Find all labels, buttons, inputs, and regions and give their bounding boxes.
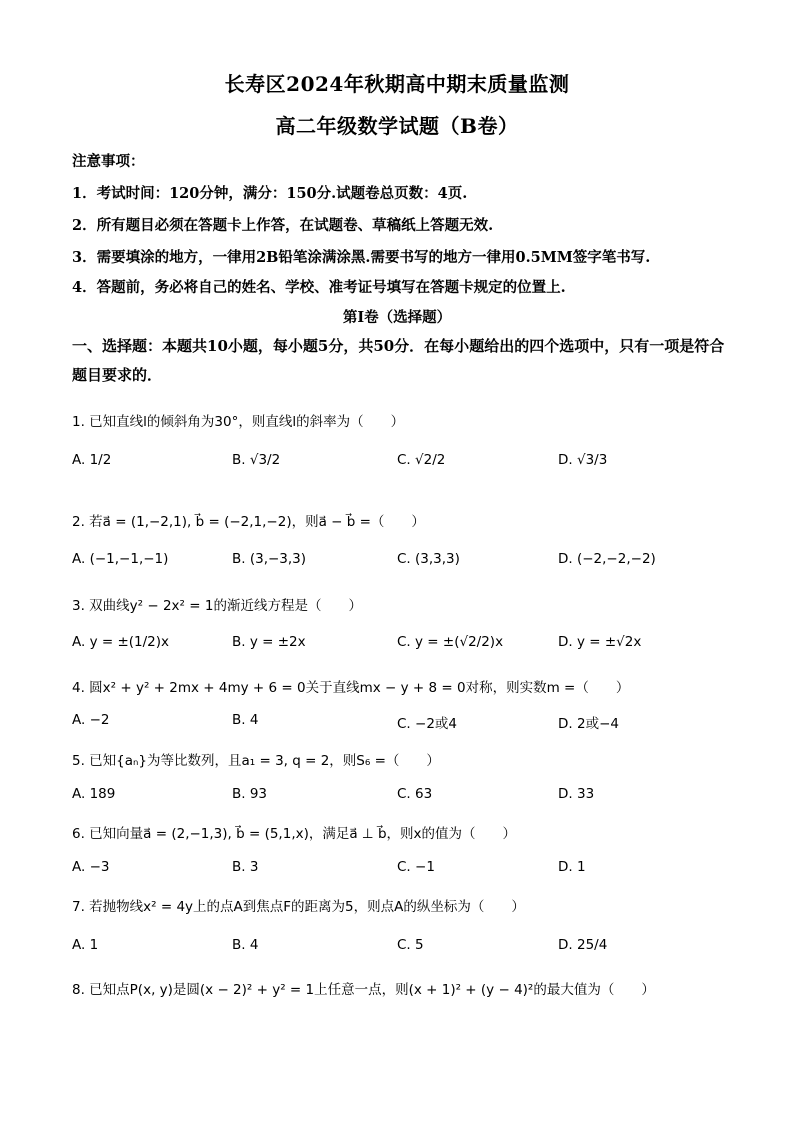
exam-subtitle: 高二年级数学试题（B卷） bbox=[275, 114, 519, 138]
question-3-stem: 3. 双曲线y² − 2x² = 1的渐近线方程是（ ） bbox=[72, 598, 362, 614]
question-7-option-c: C. 5 bbox=[397, 937, 424, 953]
question-2-option-a: A. (−1,−1,−1) bbox=[72, 551, 169, 567]
question-4-stem: 4. 圆x² + y² + 2mx + 4my + 6 = 0关于直线mx − y + 8 = 0对称，则实数m =（ ） bbox=[72, 680, 630, 696]
question-3-option-d: D. y = ±√2x bbox=[558, 634, 642, 650]
question-2-option-c: C. (3,3,3) bbox=[397, 551, 460, 567]
question-1-option-b: B. √3/2 bbox=[232, 452, 281, 468]
question-6-option-d: D. 1 bbox=[558, 859, 586, 875]
question-6-option-c: C. −1 bbox=[397, 859, 435, 875]
question-1-option-c: C. √2/2 bbox=[397, 452, 446, 468]
section-title: 第Ⅰ卷（选择题） bbox=[342, 309, 452, 326]
question-7-stem: 7. 若抛物线x² = 4y上的点A到焦点F的距离为5，则点A的纵坐标为（ ） bbox=[72, 899, 525, 915]
part-intro: 一、选择题：本题共10小题，每小题5分，共50分．在每小题给出的四个选项中，只有一项是符合题目要求的． bbox=[72, 337, 725, 384]
question-7-option-b: B. 4 bbox=[232, 937, 259, 953]
exam-title: 长寿区2024年秋期高中期末质量监测 bbox=[224, 72, 570, 96]
question-2-option-d: D. (−2,−2,−2) bbox=[558, 551, 656, 567]
notice-item-2: 2．所有题目必须在答题卡上作答，在试题卷、草稿纸上答题无效. bbox=[72, 217, 494, 234]
question-1-stem: 1. 已知直线l的倾斜角为30°，则直线l的斜率为（ ） bbox=[72, 414, 405, 430]
notice-item-1: 1．考试时间：120分钟，满分：150分.试题卷总页数：4页. bbox=[72, 185, 468, 202]
notice-heading: 注意事项： bbox=[72, 153, 145, 170]
question-2-stem: 2. 若a⃗ = (1,−2,1), b⃗ = (−2,1,−2)，则a⃗ − b⃗ =（ ） bbox=[72, 514, 425, 530]
question-3-option-a: A. y = ±(1/2)x bbox=[72, 634, 170, 650]
question-4-option-d: D. 2或−4 bbox=[558, 716, 619, 732]
notice-item-3: 3．需要填涂的地方，一律用2B铅笔涂满涂黑.需要书写的地方一律用0.5MM签字笔书写. bbox=[72, 249, 651, 266]
question-4-option-a: A. −2 bbox=[72, 712, 110, 728]
question-2-option-b: B. (3,−3,3) bbox=[232, 551, 307, 567]
question-5-option-b: B. 93 bbox=[232, 786, 268, 802]
question-3-option-b: B. y = ±2x bbox=[232, 634, 306, 650]
question-5-stem: 5. 已知{aₙ}为等比数列，且a₁ = 3, q = 2，则S₆ =（ ） bbox=[72, 753, 440, 769]
question-7-option-d: D. 25/4 bbox=[558, 937, 608, 953]
notice-item-4: 4．答题前，务必将自己的姓名、学校、准考证号填写在答题卡规定的位置上. bbox=[72, 279, 566, 296]
question-7-option-a: A. 1 bbox=[72, 937, 99, 953]
question-8-stem: 8. 已知点P(x, y)是圆(x − 2)² + y² = 1上任意一点，则(x + 1)² + (y − 4)²的最大值为（ ） bbox=[72, 982, 655, 998]
question-6-option-b: B. 3 bbox=[232, 859, 259, 875]
question-5-option-a: A. 189 bbox=[72, 786, 116, 802]
question-1-option-a: A. 1/2 bbox=[72, 452, 112, 468]
question-3-option-c: C. y = ±(√2/2)x bbox=[397, 634, 504, 650]
question-4-option-b: B. 4 bbox=[232, 712, 259, 728]
question-6-stem: 6. 已知向量a⃗ = (2,−1,3), b⃗ = (5,1,x)，满足a⃗ ⊥ b⃗，则x的值为（ ） bbox=[72, 826, 517, 842]
question-5-option-c: C. 63 bbox=[397, 786, 433, 802]
question-6-option-a: A. −3 bbox=[72, 859, 110, 875]
question-5-option-d: D. 33 bbox=[558, 786, 595, 802]
question-1-option-d: D. √3/3 bbox=[558, 452, 608, 468]
question-4-option-c: C. −2或4 bbox=[397, 716, 457, 732]
